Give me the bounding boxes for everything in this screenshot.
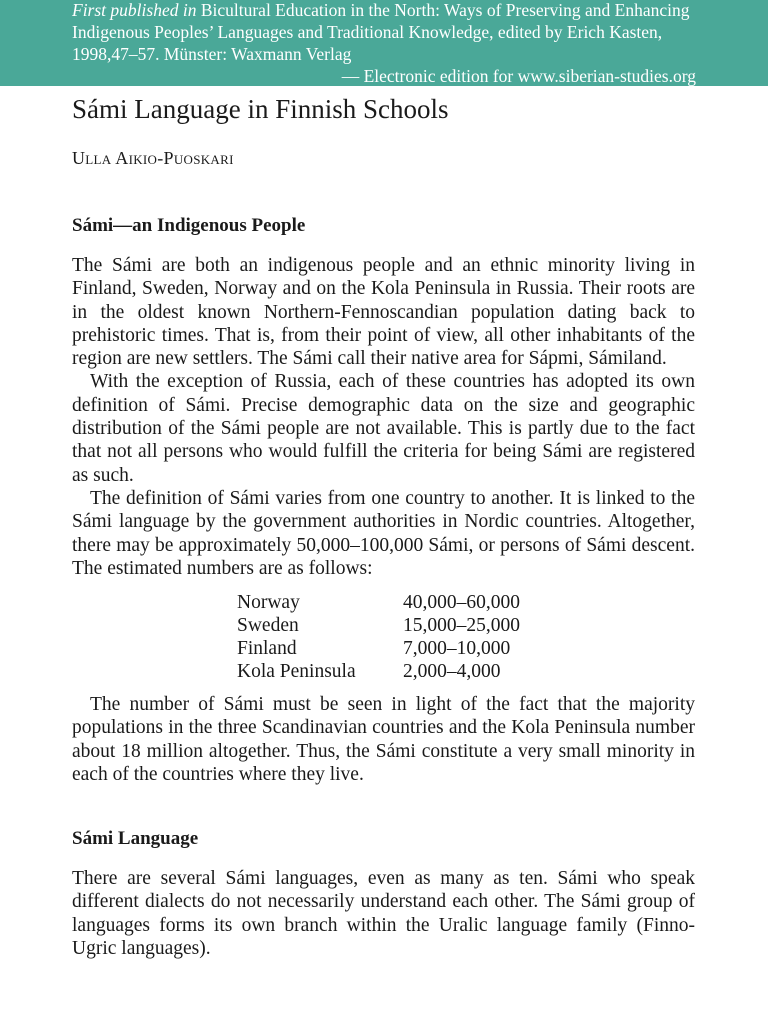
estimate-cell: 2,000–4,000 bbox=[403, 661, 501, 682]
section-body-sami-language bbox=[72, 867, 695, 960]
section-body-after-table bbox=[72, 693, 695, 786]
banner-line-1 bbox=[72, 0, 696, 21]
estimate-cell: 15,000–25,000 bbox=[403, 615, 520, 636]
banner-line-3: 1998,47–57. Münster: Waxmann Verlag bbox=[72, 44, 352, 64]
banner-book-title: Bicultural Education in the North: Ways of Preserving and Enhancing bbox=[196, 0, 690, 20]
banner-line-2: Indigenous Peoples’ Languages and Traditional Knowledge, edited by Erich Kasten, bbox=[72, 22, 663, 42]
table-row bbox=[237, 591, 520, 614]
author-name: Ulla Aikio-Puoskari bbox=[72, 148, 234, 168]
estimate-cell: 40,000–60,000 bbox=[403, 592, 520, 613]
publication-banner bbox=[0, 0, 768, 86]
paragraph: There are several Sámi languages, even as many as ten. Sámi who speak different dialects do not necessarily understand each other. The Sámi group of languages forms its own branch within the Uralic language family (Finno-Ugric languages). bbox=[72, 868, 695, 959]
country-cell: Sweden bbox=[237, 615, 299, 636]
country-cell: Finland bbox=[237, 638, 297, 659]
section-body-indigenous-people bbox=[72, 254, 695, 580]
table-row bbox=[237, 660, 520, 683]
banner-electronic-edition: — Electronic edition for www.siberian-studies.org bbox=[341, 66, 696, 86]
paragraph: The definition of Sámi varies from one country to another. It is linked to the Sámi language by the government authorities in Nordic countries. Altogether, there may be approximately 50,000–100,000 Sámi, or persons of Sámi descent. The estimated numbers are as follows: bbox=[72, 487, 695, 579]
page-title: Sámi Language in Finnish Schools bbox=[72, 94, 449, 124]
table-row bbox=[237, 614, 520, 637]
country-cell: Norway bbox=[237, 592, 300, 613]
section-heading-indigenous-people: Sámi—an Indigenous People bbox=[72, 215, 306, 236]
estimate-cell: 7,000–10,000 bbox=[403, 638, 511, 659]
population-estimates-table bbox=[237, 591, 520, 683]
table-row bbox=[237, 637, 520, 660]
first-published-label: First published in bbox=[72, 0, 197, 20]
paragraph: The number of Sámi must be seen in light of the fact that the majority populations in the three Scandinavian countries and the Kola Peninsula number about 18 million altogether. Thus, the Sámi constitute a very small minority in each of the countries where they live. bbox=[72, 694, 695, 785]
paragraph: With the exception of Russia, each of these countries has adopted its own definition of Sámi. Precise demographic data on the size and geographic distribution of the Sámi people are not available. This is partly due to the fact that not all persons who would fulfill the criteria for being Sámi are registered as such. bbox=[72, 371, 695, 486]
section-heading-sami-language: Sámi Language bbox=[72, 828, 199, 849]
country-cell: Kola Peninsula bbox=[237, 661, 356, 682]
paragraph: The Sámi are both an indigenous people and an ethnic minority living in Finland, Sweden, Norway and on the Kola Peninsula in Russia. Their roots are in the oldest known Northern-Fennoscandian population dating back to prehistoric times. That is, from their point of view, all other inhabitants of the region are new settlers. The Sámi call their native area for Sápmi, Sámiland. bbox=[72, 255, 695, 370]
